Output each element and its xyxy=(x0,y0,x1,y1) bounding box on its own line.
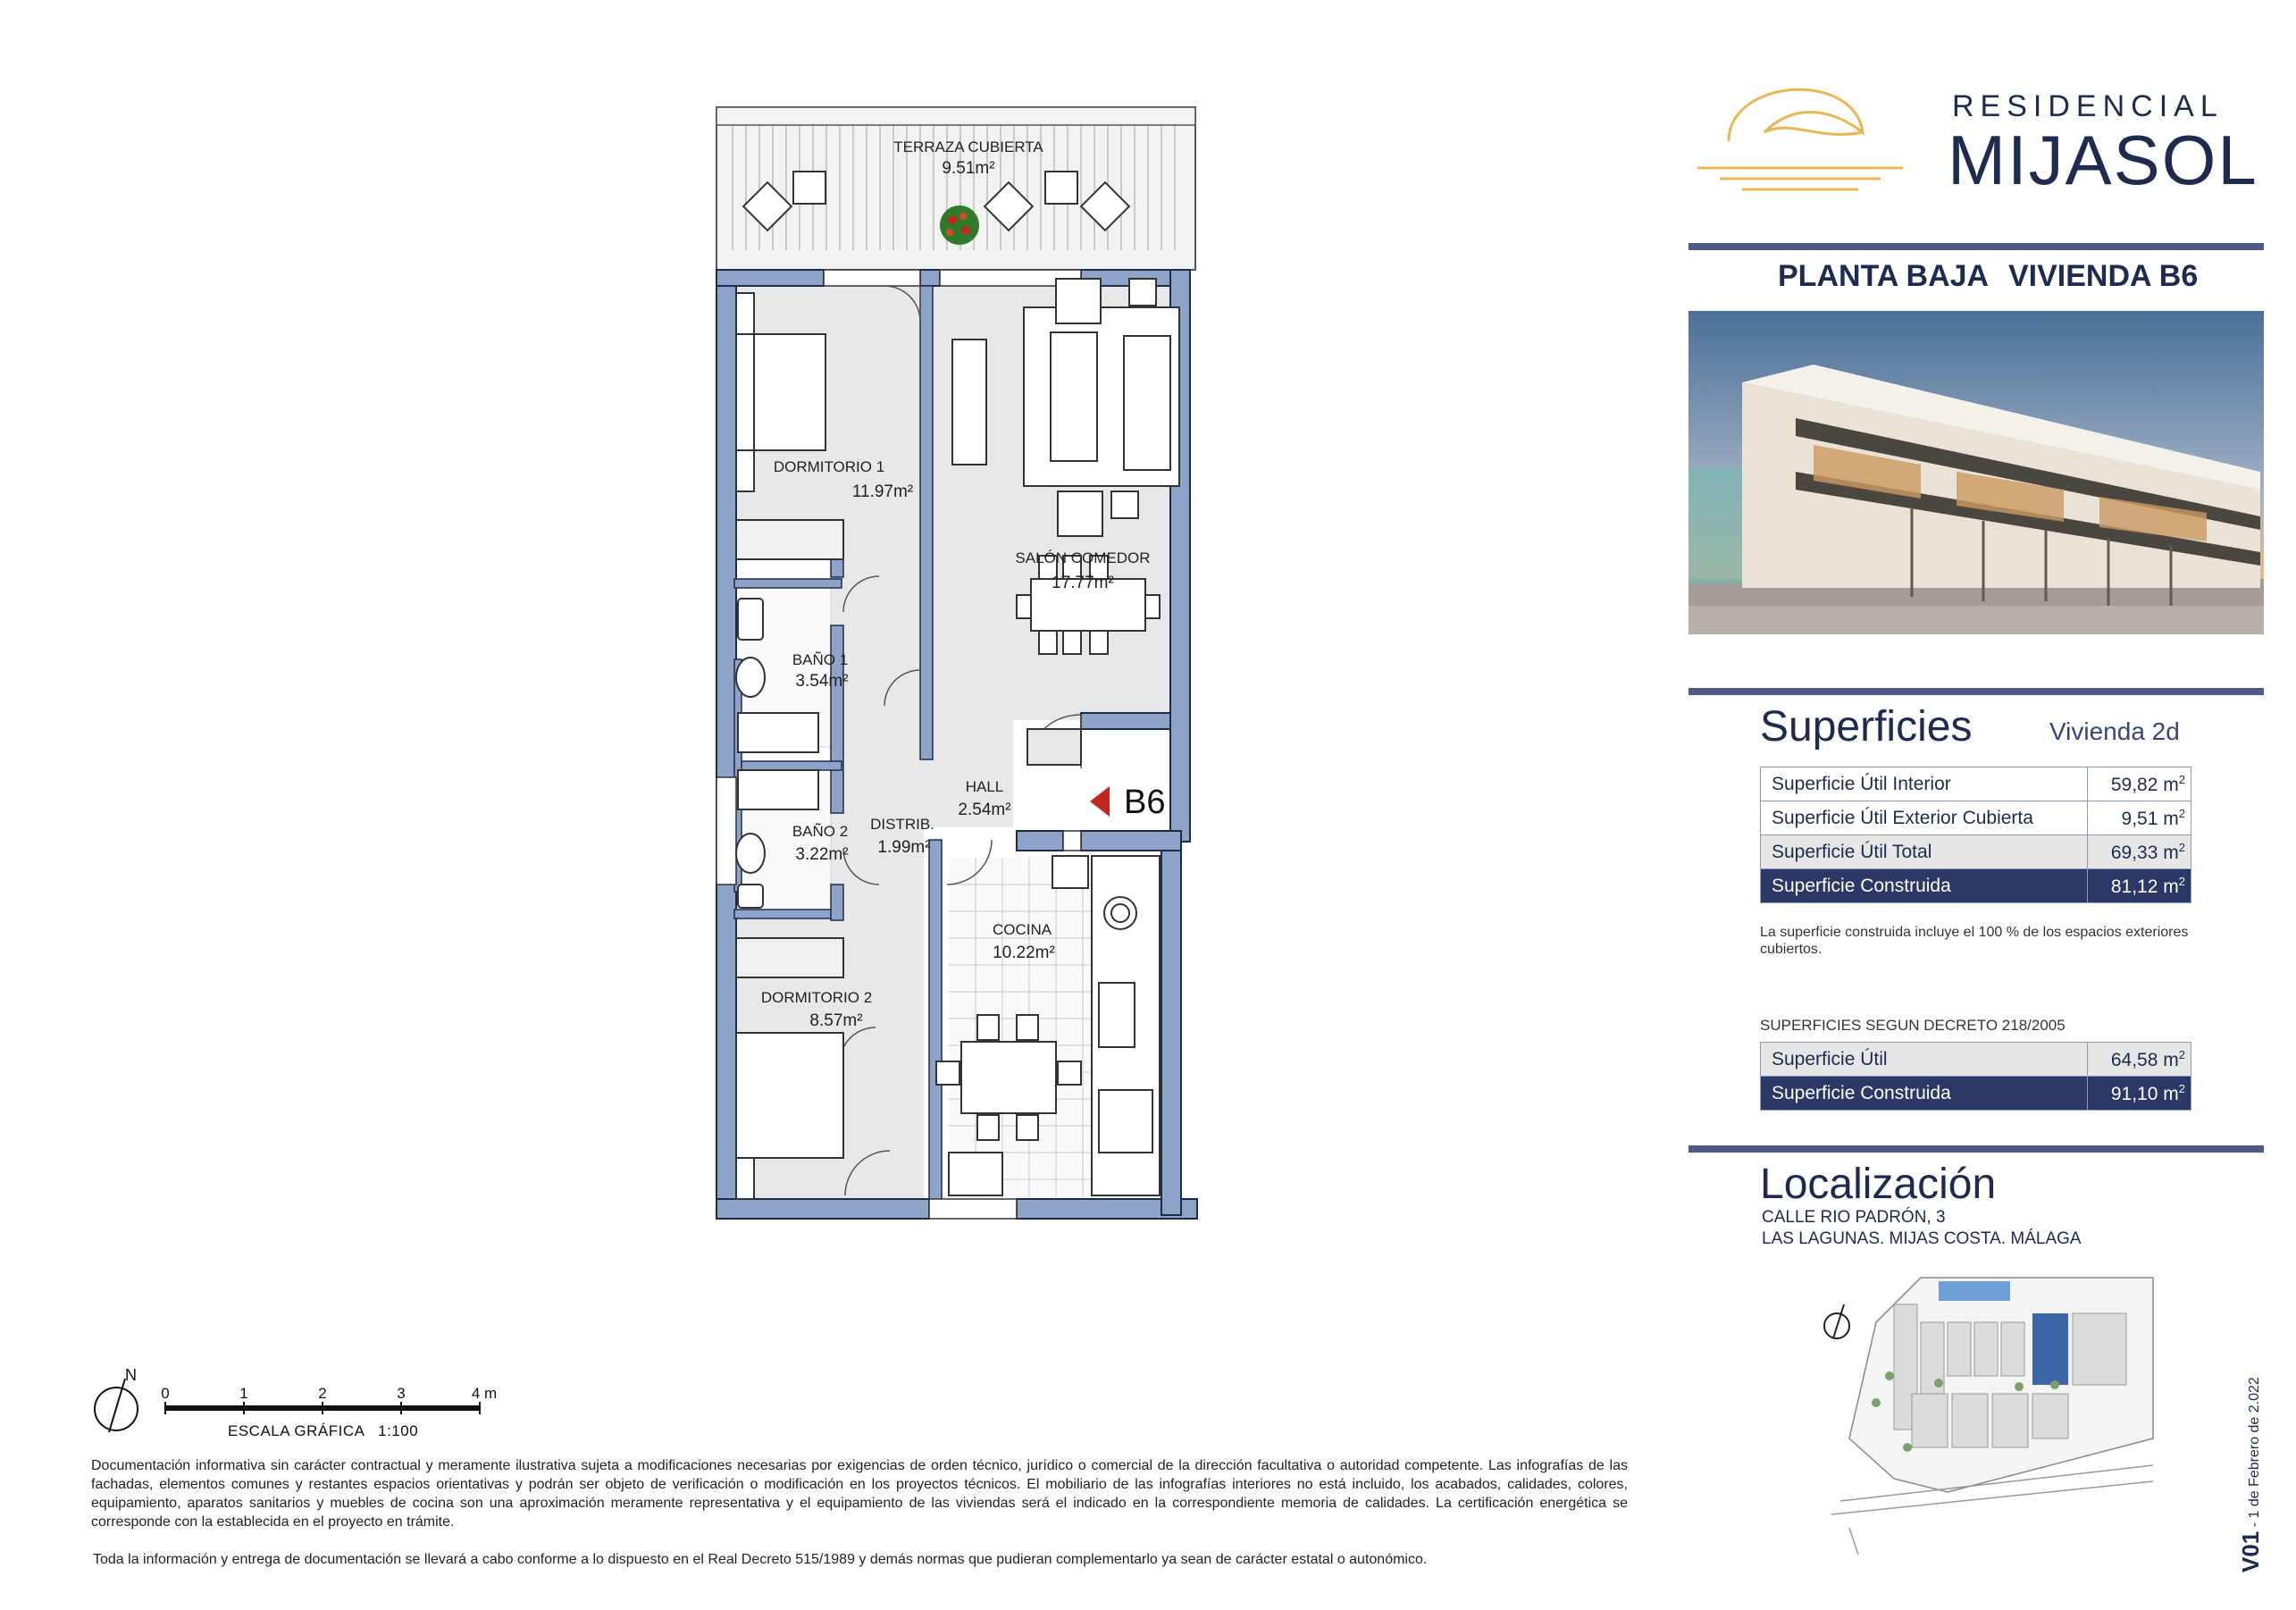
north-arrow-icon xyxy=(1824,1304,1849,1338)
divider-rule xyxy=(1688,243,2264,250)
decreto-table xyxy=(1760,1042,2191,1111)
floor-title: PLANTA BAJA xyxy=(1778,259,1990,293)
salon-label: SALÓN COMEDOR xyxy=(1015,549,1151,566)
row-label: Superficie Útil xyxy=(1761,1043,2088,1077)
terrace xyxy=(716,107,1195,270)
address-city: LAS LAGUNAS. MIJAS COSTA. MÁLAGA xyxy=(1762,1229,2082,1248)
hall-label: HALL xyxy=(965,778,1004,795)
brand-name: MIJASOL xyxy=(1948,121,2258,199)
unit-title: VIVIENDA B6 xyxy=(2008,259,2199,293)
sun-wave-logo-icon xyxy=(1697,89,1903,189)
row-label: Superficie Útil Interior xyxy=(1761,767,2088,801)
row-value: 64,58 $m^2$ xyxy=(2088,1043,2191,1077)
cocina-label: COCINA xyxy=(992,921,1052,938)
row-value: 59,82 $m^2$ xyxy=(2088,767,2191,801)
scale-tick: 1 xyxy=(239,1385,248,1402)
row-label: Superficie Construida xyxy=(1761,1077,2088,1111)
dormitorio2-label: DORMITORIO 2 xyxy=(760,989,873,1006)
row-label: Superficie Construida xyxy=(1761,869,2088,903)
table-row xyxy=(1761,869,2191,903)
version-label: V01 - 1 de Febrero de 2.022 xyxy=(2237,1377,2264,1572)
bano2-label: BAÑO 2 xyxy=(792,823,849,840)
divider-rule xyxy=(1688,1145,2264,1153)
dormitorio1-label: DORMITORIO 1 xyxy=(773,458,885,475)
superficies-title: Superficies xyxy=(1760,703,1973,750)
bano1-label: BAÑO 1 xyxy=(792,651,849,668)
distrib-area: 1.99m² xyxy=(877,838,931,857)
disclaimer-text: Documentación informativa sin carácter contractual y meramente ilustrativa sujeta a modificaciones necesarias por exigencias de orden técnico, jurídico o comercial de la dirección facultativa o autoridad competente. Las infografías de las fachadas, elementos comunes y restantes espacios orientativas y podrán ser objeto de verificación o modificación en los proyectos técnicos. El mobiliario de las infografías interiores no está incluido, los acabados, calidades, colores, equipamiento, aparatos sanitarios y muebles de cocina son una aproximación meramente representativa y el equipamiento de las viviendas será el indicado en la correspondiente memoria de calidades. La certificación energética se corresponde con la establecida en el proyecto en trámite. xyxy=(91,1458,1628,1530)
superficies-note: La superficie construida incluye el 100 % de los espacios exteriores cubiertos. xyxy=(1760,925,2189,957)
superficies-subtitle: Vivienda 2d xyxy=(2049,717,2180,745)
legal-note: Toda la información y entrega de documentación se llevará a cabo conforme a lo dispuesto en el Real Decreto 515/1989 y demás normas que pudieran complementarlo ya sean de carácter estatal o autonómico. xyxy=(93,1552,1428,1567)
scale-tick: 4 m xyxy=(471,1385,498,1402)
table-row xyxy=(1761,801,2191,835)
scale-tick: 3 xyxy=(397,1385,406,1402)
terraza-area: 9.51m² xyxy=(942,159,995,178)
table-row xyxy=(1761,835,2191,869)
distrib-label: DISTRIB. xyxy=(870,816,934,833)
row-value: 91,10 $m^2$ xyxy=(2088,1077,2191,1111)
divider-rule xyxy=(1688,688,2264,695)
address-street: CALLE RIO PADRÓN, 3 xyxy=(1762,1208,1946,1227)
building-render xyxy=(1688,311,2264,634)
scale-tick: 0 xyxy=(161,1385,170,1402)
row-label: Superficie Útil Total xyxy=(1761,835,2088,869)
entrance-tag: B6 xyxy=(1124,784,1166,821)
cocina-area: 10.22m² xyxy=(993,943,1055,962)
brand-subtitle: RESIDENCIAL xyxy=(1952,89,2224,123)
superficies-table xyxy=(1760,767,2191,903)
floor-plan xyxy=(706,98,1206,1224)
salon-area: 17.77m² xyxy=(1052,574,1114,592)
site-plan-map xyxy=(1805,1269,2180,1564)
row-label: Superficie Útil Exterior Cubierta xyxy=(1761,801,2088,835)
localizacion-title: Localización xyxy=(1760,1161,1997,1208)
row-value: 9,51 $m^2$ xyxy=(2088,801,2191,835)
dormitorio1-area: 11.97m² xyxy=(851,482,914,501)
table-row xyxy=(1761,1077,2191,1111)
row-value: 69,33 $m^2$ xyxy=(2088,835,2191,869)
dormitorio2-area: 8.57m² xyxy=(809,1011,863,1030)
decreto-title: SUPERFICIES SEGUN DECRETO 218/2005 xyxy=(1760,1017,2066,1034)
bano2-area: 3.22m² xyxy=(795,845,849,864)
hall-area: 2.54m² xyxy=(958,801,1011,819)
north-label: N xyxy=(125,1366,137,1384)
row-value: 81,12 $m^2$ xyxy=(2088,869,2191,903)
terraza-label: TERRAZA CUBIERTA xyxy=(893,138,1043,155)
bano1-area: 3.54m² xyxy=(795,672,849,691)
table-row xyxy=(1761,767,2191,801)
table-row xyxy=(1761,1043,2191,1077)
north-compass-icon xyxy=(95,1379,138,1432)
scale-tick: 2 xyxy=(318,1385,327,1402)
scale-label: ESCALA GRÁFICA 1:100 xyxy=(228,1422,419,1439)
